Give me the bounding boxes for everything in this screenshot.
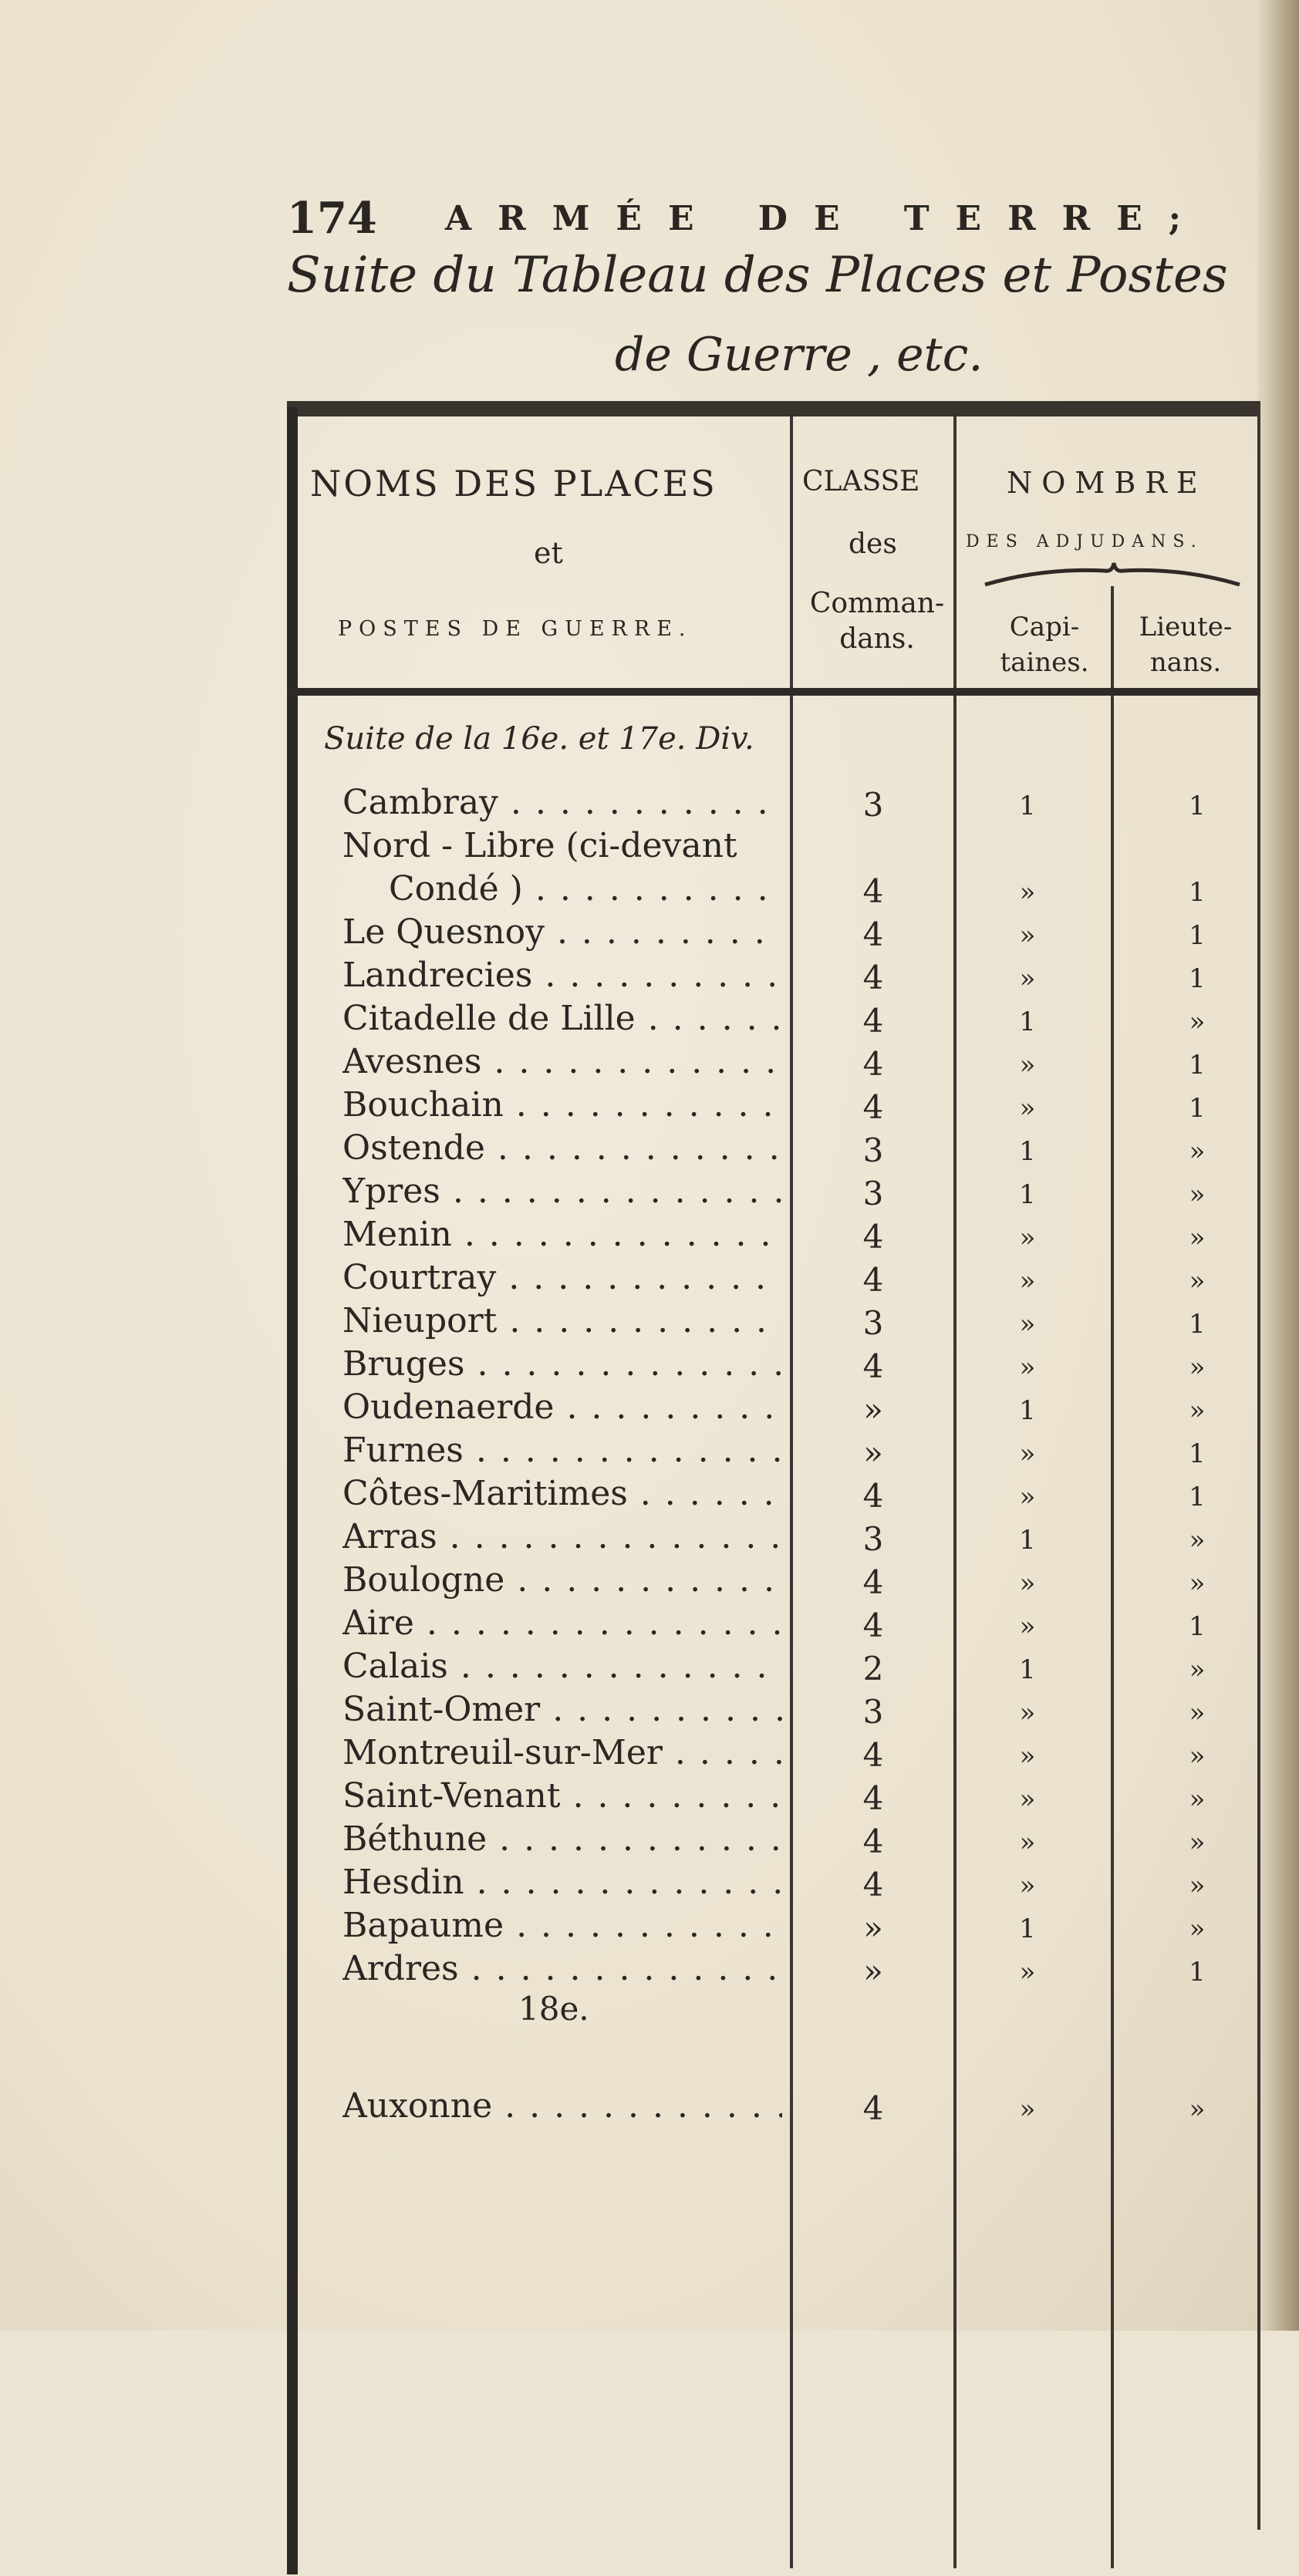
capitaines-value: » (1019, 1352, 1036, 1383)
lieutenans-value: » (1189, 2094, 1206, 2125)
classe-value: 3 (862, 1693, 884, 1731)
header-nombre: NOMBRE (1007, 466, 1207, 500)
table-row (287, 1258, 1259, 1303)
lieutenans-value: 1 (1189, 1309, 1206, 1340)
lieutenans-value: 1 (1189, 1482, 1206, 1512)
table-row (287, 1301, 1259, 1346)
header-adjudans: DES ADJUDANS. (966, 532, 1203, 551)
capitaines-value: » (1019, 1741, 1036, 1772)
capitaines-value: » (1019, 1093, 1036, 1124)
lieutenans-value: » (1189, 1913, 1206, 1944)
classe-value: 3 (862, 1520, 884, 1558)
header-classe: CLASSE (802, 466, 920, 497)
lieutenans-value: 1 (1189, 1957, 1206, 1988)
capitaines-value: 1 (1019, 1913, 1036, 1944)
classe-value: » (863, 1391, 883, 1428)
place-name: Courtray . . . (342, 1258, 782, 1297)
table-row (287, 1776, 1259, 1821)
classe-value: 4 (862, 2089, 884, 2127)
table-row (287, 826, 1259, 871)
place-name: Montreuil-sur-Mer . . . (342, 1733, 782, 1772)
capitaines-value: » (1019, 1698, 1036, 1728)
capitaines-value: 1 (1019, 1006, 1036, 1037)
lieutenans-value: » (1189, 1395, 1206, 1426)
capitaines-value: » (1019, 1827, 1036, 1858)
table-row (287, 1690, 1259, 1735)
lieutenans-value: 1 (1189, 920, 1206, 951)
lieutenans-value: » (1189, 1698, 1206, 1728)
place-name: Bruges . . . (342, 1344, 782, 1384)
book-spine-shadow (1257, 0, 1299, 2331)
place-name: Bapaume . . . (342, 1906, 782, 1945)
classe-value: 4 (862, 1002, 884, 1040)
table-row (287, 1949, 1259, 1994)
place-name: Boulogne . . . (342, 1560, 782, 1600)
lieutenans-value: 1 (1189, 1611, 1206, 1642)
capitaines-value: » (1019, 1482, 1036, 1512)
header-rule (287, 688, 1260, 696)
place-name: Avesnes . . . (342, 1042, 782, 1081)
table-row (287, 1474, 1259, 1519)
division-heading: 18e. (518, 1990, 589, 2028)
section-label: Suite de la 16e. et 17e. Div. (324, 721, 754, 757)
header-comman: Comman- (809, 588, 945, 619)
lieutenans-value: 1 (1189, 1093, 1206, 1124)
lieutenans-value: 1 (1189, 877, 1206, 908)
classe-value: 4 (862, 1088, 884, 1126)
table-row (287, 1863, 1259, 1907)
header-capi1: Capi- (1009, 612, 1080, 642)
place-name: Condé ) . . . (389, 869, 782, 909)
table-row (287, 1647, 1259, 1691)
classe-value: » (863, 1909, 883, 1947)
brace-icon (981, 561, 1243, 592)
classe-value: 4 (862, 1477, 884, 1515)
lieutenans-value: » (1189, 1827, 1206, 1858)
header-dans: dans. (839, 623, 915, 655)
table-row (287, 912, 1259, 957)
table-title-line2: de Guerre , etc. (615, 328, 984, 382)
capitaines-value: 1 (1019, 791, 1036, 821)
lieutenans-value: » (1189, 1179, 1206, 1210)
classe-value: 3 (862, 786, 884, 824)
capitaines-value: » (1019, 920, 1036, 951)
table-row (287, 1215, 1259, 1259)
table-row (287, 2086, 1259, 2131)
capitaines-value: » (1019, 1784, 1036, 1815)
header-lieutenans (1120, 609, 1251, 680)
classe-value: » (863, 1952, 883, 1990)
capitaines-value: » (1019, 963, 1036, 994)
capitaines-value: » (1019, 1266, 1036, 1296)
classe-value: 4 (862, 915, 884, 953)
header-capitaines (979, 609, 1110, 680)
top-rule (287, 401, 1260, 416)
place-name: Landrecies . . . (342, 956, 782, 995)
lieutenans-value: » (1189, 1352, 1206, 1383)
classe-value: 3 (862, 1175, 884, 1212)
classe-value: 4 (862, 1045, 884, 1083)
header-et: et (534, 536, 563, 570)
place-name: Citadelle de Lille . . . (342, 999, 782, 1038)
place-name: Côtes-Maritimes . . . (342, 1474, 782, 1513)
place-name: Bouchain . . . (342, 1085, 782, 1124)
classe-value: 3 (862, 1304, 884, 1342)
classe-value: 4 (862, 1261, 884, 1299)
capitaines-value: 1 (1019, 1525, 1036, 1556)
place-name: Menin . . . (342, 1215, 782, 1254)
table-row (287, 783, 1259, 828)
table-row (287, 869, 1259, 914)
classe-value: 4 (862, 1866, 884, 1903)
table-row (287, 1819, 1259, 1864)
table-title-line1: Suite du Tableau des Places et Postes (287, 247, 1228, 304)
table-row (287, 1560, 1259, 1605)
lieutenans-value: » (1189, 1136, 1206, 1167)
lieutenans-value: » (1189, 1654, 1206, 1685)
lieutenans-value: » (1189, 1266, 1206, 1296)
table-row (287, 1733, 1259, 1778)
classe-value: 4 (862, 872, 884, 910)
capitaines-value: » (1019, 877, 1036, 908)
table-row (287, 1603, 1259, 1648)
classe-value: 4 (862, 1822, 884, 1860)
classe-value: 4 (862, 959, 884, 996)
capitaines-value: » (1019, 1957, 1036, 1988)
lieutenans-value: » (1189, 1006, 1206, 1037)
table-row (287, 1042, 1259, 1087)
capitaines-value: 1 (1019, 1654, 1036, 1685)
page-number: 174 (287, 193, 377, 244)
lieutenans-value: 1 (1189, 1438, 1206, 1469)
table-row (287, 1517, 1259, 1562)
place-name: Hesdin . . . (342, 1863, 782, 1902)
lieutenans-value: » (1189, 1525, 1206, 1556)
lieutenans-value: 1 (1189, 791, 1206, 821)
classe-value: 3 (862, 1131, 884, 1169)
header-postes: POSTES DE GUERRE. (338, 617, 693, 641)
place-name: Ardres . . . (342, 1949, 782, 1988)
classe-value: 2 (862, 1650, 884, 1688)
place-name: Furnes . . . (342, 1431, 782, 1470)
place-name: Ostende . . . (342, 1128, 782, 1168)
running-head: ARMÉE DE TERRE; (445, 199, 1208, 238)
header-commandans (800, 586, 954, 657)
table-row (287, 956, 1259, 1000)
header-noms: NOMS DES PLACES (310, 463, 717, 504)
place-name: Nieuport . . . (342, 1301, 782, 1340)
capitaines-value: » (1019, 1222, 1036, 1253)
places-table (287, 401, 1259, 2576)
place-name: Aire . . . (342, 1603, 782, 1643)
place-name: Saint-Omer . . . (342, 1690, 782, 1729)
place-name: Saint-Venant . . . (342, 1776, 782, 1816)
lieutenans-value: » (1189, 1741, 1206, 1772)
capitaines-value: » (1019, 1050, 1036, 1081)
place-name: Calais . . . (342, 1647, 782, 1686)
classe-value: 4 (862, 1607, 884, 1644)
capitaines-value: 1 (1019, 1395, 1036, 1426)
lieutenans-value: 1 (1189, 963, 1206, 994)
table-row (287, 1128, 1259, 1173)
classe-value: 4 (862, 1779, 884, 1817)
capitaines-value: » (1019, 1611, 1036, 1642)
header-lieu1: Lieute- (1139, 612, 1233, 642)
place-name: Le Quesnoy . . . (342, 912, 782, 952)
capitaines-value: 1 (1019, 1179, 1036, 1210)
capitaines-value: 1 (1019, 1136, 1036, 1167)
table-row (287, 1906, 1259, 1951)
classe-value: 4 (862, 1736, 884, 1774)
place-name: Béthune . . . (342, 1819, 782, 1859)
capitaines-value: » (1019, 1870, 1036, 1901)
capitaines-value: » (1019, 1438, 1036, 1469)
table-row (287, 1431, 1259, 1475)
lieutenans-value: 1 (1189, 1050, 1206, 1081)
place-name: Auxonne . . . (342, 2086, 782, 2126)
lieutenans-value: » (1189, 1784, 1206, 1815)
table-row (287, 1387, 1259, 1432)
classe-value: 4 (862, 1218, 884, 1256)
lieutenans-value: » (1189, 1870, 1206, 1901)
header-lieu2: nans. (1149, 647, 1222, 678)
classe-value: 4 (862, 1563, 884, 1601)
capitaines-value: » (1019, 2094, 1036, 2125)
capitaines-value: » (1019, 1568, 1036, 1599)
classe-value: » (863, 1434, 883, 1472)
table-row (287, 1172, 1259, 1216)
lieutenans-value: » (1189, 1222, 1206, 1253)
lieutenans-value: » (1189, 1568, 1206, 1599)
place-name: Nord - Libre (ci-devant (342, 826, 737, 865)
table-row (287, 999, 1259, 1044)
place-name: Arras . . . (342, 1517, 782, 1556)
header-capi2: taines. (1000, 647, 1089, 678)
table-row (287, 1344, 1259, 1389)
place-name: Ypres . . . (342, 1172, 782, 1211)
classe-value: 4 (862, 1347, 884, 1385)
capitaines-value: » (1019, 1309, 1036, 1340)
place-name: Cambray . . . (342, 783, 782, 822)
place-name: Oudenaerde . . . (342, 1387, 782, 1427)
table-row (287, 1085, 1259, 1130)
header-des: des (849, 528, 897, 560)
